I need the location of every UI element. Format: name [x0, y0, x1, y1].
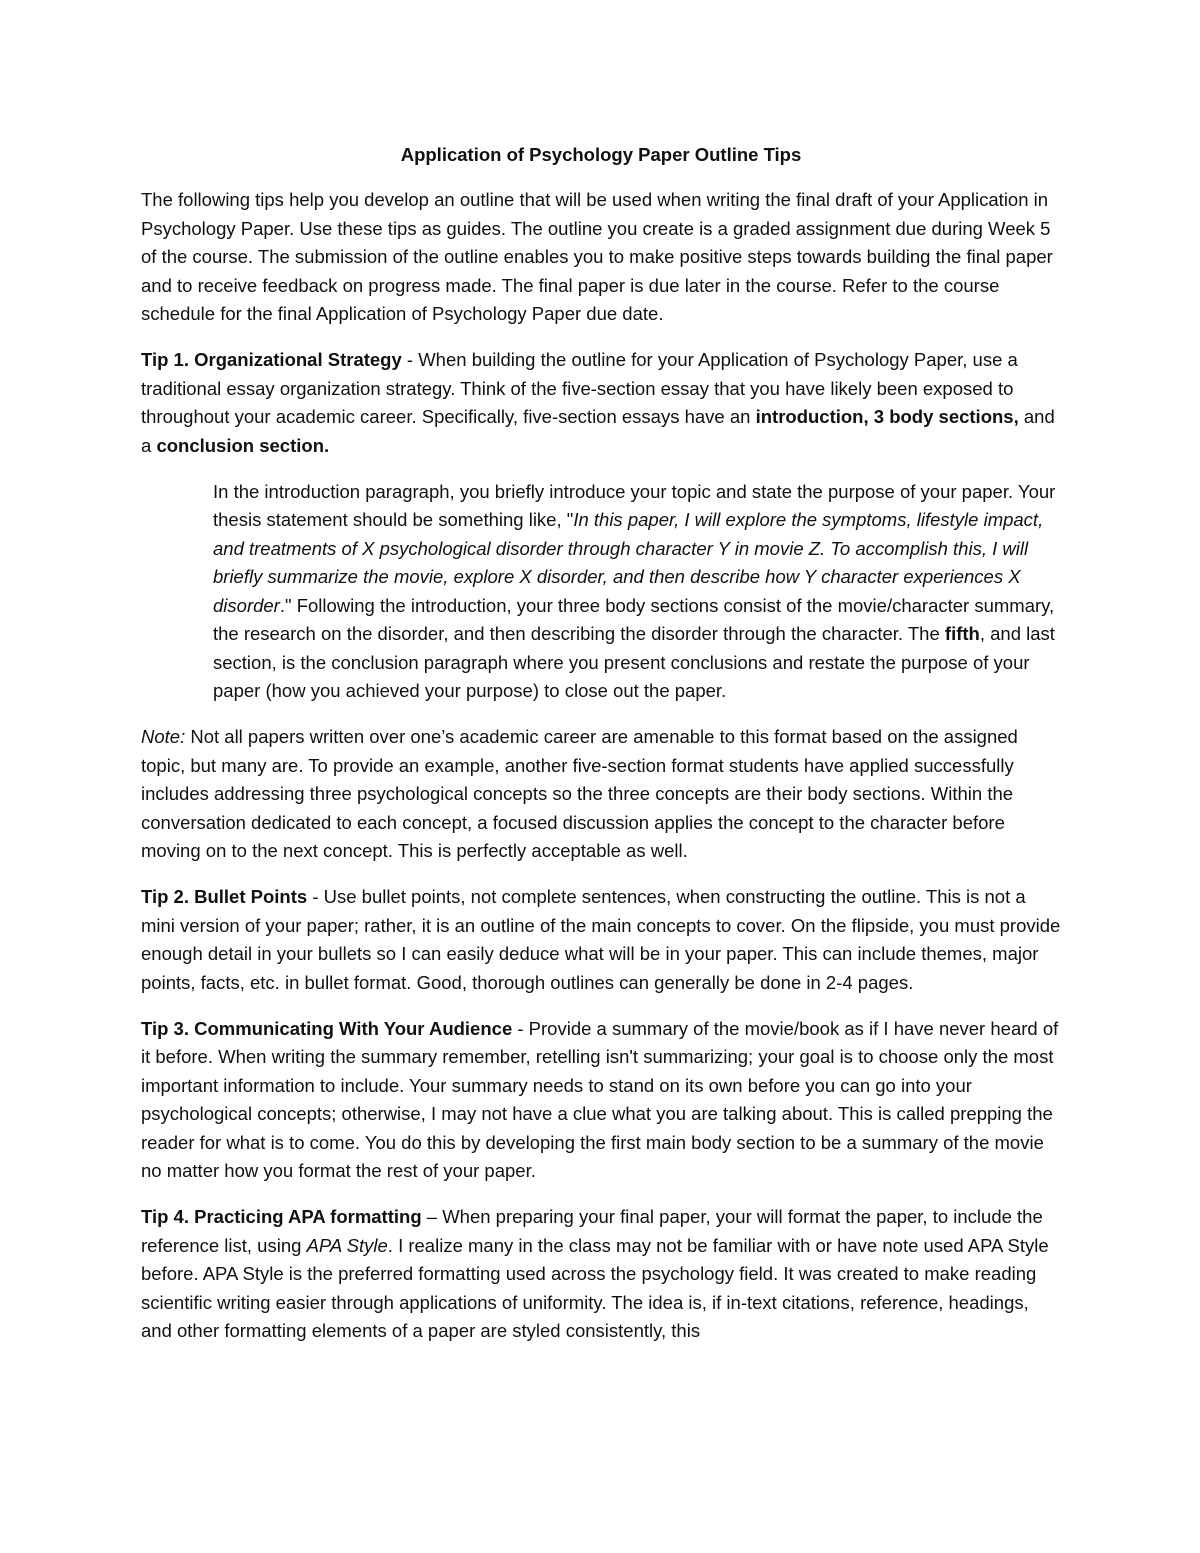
document-page — [141, 141, 1061, 1363]
tip-4-text-a: – When preparing your final paper, your will format the paper, to include the reference list, using — [141, 1206, 1043, 1256]
tip-1-bold-b: conclusion section. — [156, 434, 330, 456]
tip-1-text-a: - When building the outline for your Application of Psychology Paper, use a traditional essay organization strategy. Think of the five-section essay that you have likely been exposed to throughout your academic career. Specifically, five-section essays have an — [141, 349, 1018, 428]
tip-2-paragraph — [141, 883, 1061, 997]
indented-text-a: In the introduction paragraph, you briefly introduce your topic and state the purpose of your paper. Your thesis statement should be something like, " — [213, 481, 1056, 531]
intro-paragraph: The following tips help you develop an outline that will be used when writing the final draft of your Application in Psychology Paper. Use these tips as guides. The outline you create is a graded assignment due during Week 5 of the course. The submission of the outline enables you to make positive steps towards building the final paper and to receive feedback on progress made. The final paper is due later in the course. Refer to the course schedule for the final Application of Psychology Paper due date. — [141, 189, 1053, 325]
indented-bold: fifth — [944, 623, 980, 645]
document-title: Application of Psychology Paper Outline Tips — [400, 144, 802, 165]
tip-1-text-b: and a — [141, 406, 1055, 456]
apa-style-italic: APA Style — [306, 1234, 388, 1256]
tip-4-heading: Tip 4. Practicing APA formatting — [141, 1206, 422, 1228]
tip-4-text-b: . I realize many in the class may not be familiar with or have note used APA Style before. APA Style is the preferred formatting used across the psychology field. It was created to make reading scientific writing easier through applications of uniformity. The idea is, if in-text citations, reference, headings, and other formatting elements of a paper are styled consistently, this — [141, 1234, 1049, 1342]
tip-3-paragraph — [141, 1015, 1061, 1185]
note-text: Not all papers written over one’s academic career are amenable to this format based on the assigned topic, but many are. To provide an example, another five-section format students have applied successfully includes addressing three psychological concepts so the three concepts are their body sections. Within the conversation dedicated to each concept, a focused discussion applies the concept to the character before moving on to the next concept. This is perfectly acceptable as well. — [141, 726, 1018, 861]
note-paragraph — [141, 723, 1061, 865]
tip-2-heading: Tip 2. Bullet Points — [141, 886, 308, 908]
note-label: Note: — [141, 726, 186, 748]
thesis-example: In this paper, I will explore the symptoms, lifestyle impact, and treatments of X psychological disorder through character Y in movie Z. To accomplish this, I will briefly summarize the movie, explore X disorder, and then describe how Y character experiences X disorder — [213, 509, 1044, 616]
indented-text-c: , and last section, is the conclusion paragraph where you present conclusions and restate the purpose of your paper (how you achieved your purpose) to close out the paper. — [213, 623, 1055, 701]
tip-4-paragraph — [141, 1203, 1061, 1345]
tip-1-paragraph — [141, 346, 1061, 460]
tip-2-text: - Use bullet points, not complete sentences, when constructing the outline. This is not a mini version of your paper; rather, it is an outline of the main concepts to cover. On the flipside, you must provide enough detail in your bullets so I can easily deduce what will be in your paper. This can include themes, major points, facts, etc. in bullet format. Good, thorough outlines can generally be done in 2-4 pages. — [141, 886, 1061, 993]
tip-1-bold-a: introduction, 3 body sections, — [755, 406, 1019, 428]
tip-3-text: - Provide a summary of the movie/book as if I have never heard of it before. When writing the summary remember, retelling isn't summarizing; your goal is to choose only the most important information to include. Your summary needs to stand on its own before you can go into your psychological concepts; otherwise, I may not have a clue what you are talking about. This is called prepping the reader for what is to come. You do this by developing the first main body section to be a summary of the movie no matter how you format the rest of your paper. — [141, 1017, 1059, 1181]
tip-1-heading: Tip 1. Organizational Strategy — [141, 349, 402, 371]
tip-3-heading: Tip 3. Communicating With Your Audience — [141, 1017, 513, 1039]
indented-text-b: ." Following the introduction, your three body sections consist of the movie/character summary, the research on the disorder, and then describing the disorder through the character. The — [213, 594, 1055, 645]
indented-example-paragraph — [213, 478, 1061, 705]
